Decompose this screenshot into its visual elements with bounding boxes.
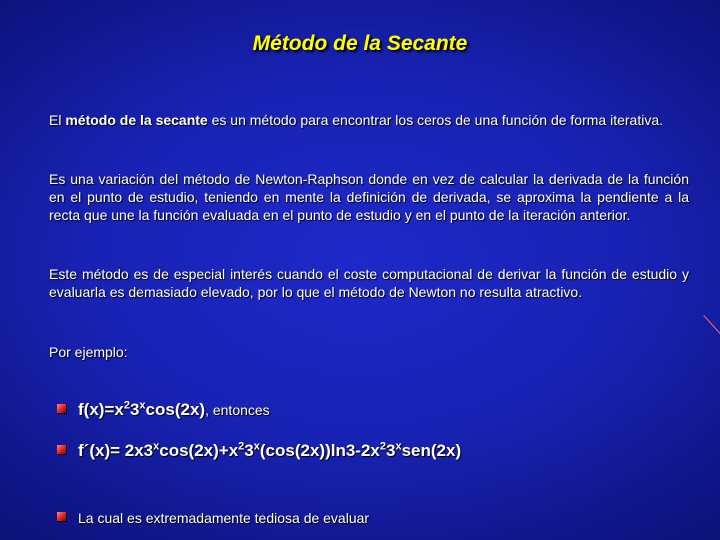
formula-exponent: 2 (123, 399, 130, 412)
paragraph-definition (49, 111, 689, 129)
bullet-square-icon (57, 404, 66, 413)
paragraph-newton-variation: Es una variación del método de Newton-Raphson donde en vez de calcular la derivada de la función en el punto de estudio, teniendo en mente la definición de derivada, se aproxima la pendiente a la recta que une la función evaluada en el punto de estudio y en el punto de la iteración anterior. (49, 171, 689, 223)
formula-exponent: x (153, 440, 160, 453)
function-formula (78, 400, 205, 419)
formula-part: 3 (244, 441, 254, 460)
paragraph-definition-end: es un método para encontrar los ceros de una función de forma iterativa. (207, 112, 663, 128)
formula-part: 3 (386, 441, 396, 460)
formula-part: sen(2x) (401, 441, 462, 460)
formula-part: 3 (129, 400, 140, 419)
formula-part: cos(2x)+x (159, 441, 239, 460)
formula-exponent: x (139, 399, 146, 412)
term-secant-method: método de la secante (65, 112, 208, 128)
formula-part: (cos(2x))ln3-2x (259, 441, 380, 460)
formula-part: cos(2x) (145, 400, 206, 419)
paragraph-cost-interest: Este método es de especial interés cuando el coste computacional de derivar la función de estudio y evaluarla es demasiado elevado, por lo que el método de Newton no resulta atractivo. (49, 266, 689, 300)
formula-exponent: 2 (238, 440, 245, 453)
bullet-square-icon (57, 445, 66, 454)
then-text: , entonces (205, 402, 270, 418)
paragraph-definition-start: El (49, 112, 66, 128)
decorative-line (703, 315, 720, 338)
bullet-tedious (57, 510, 369, 528)
bullet-derivative (57, 441, 461, 461)
bullet-function (57, 400, 270, 420)
formula-exponent: 2 (379, 440, 386, 453)
paragraph-example-intro: Por ejemplo: (49, 344, 128, 360)
derivative-formula (78, 441, 461, 460)
slide-title: Método de la Secante (252, 32, 468, 55)
formula-part: f´(x)= 2x3 (78, 441, 154, 460)
bullet-square-icon (57, 512, 66, 521)
formula-exponent: x (395, 440, 402, 453)
tedious-text: La cual es extremadamente tediosa de evaluar (78, 510, 370, 526)
formula-exponent: x (253, 440, 260, 453)
formula-part: f(x)=x (78, 400, 124, 419)
